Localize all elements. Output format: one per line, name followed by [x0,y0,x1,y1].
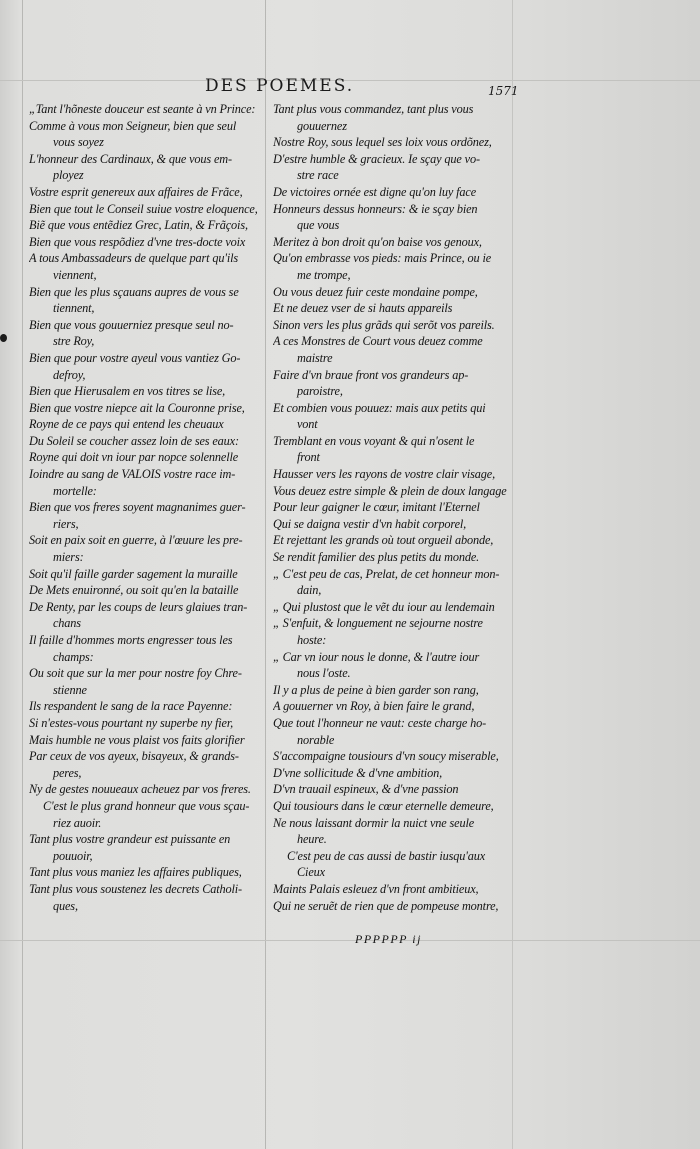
poem-line: Comme à vous mon Seigneur, bien que seul [29,118,237,133]
poem-line: Vous deuez estre simple & plein de doux langage [273,483,507,498]
poem-line: viennent, [53,267,97,282]
poem-line: peres, [53,765,82,780]
page-edge-rule [22,0,23,1149]
poem-line: Bien que Hierusalem en vos titres se lise, [29,384,226,399]
poem-line: stienne [53,682,87,697]
right-text-column [273,101,513,914]
poem-line: A gouuerner vn Roy, à bien faire le grand, [273,699,475,714]
poem-line: Soit qu'il faille garder sagement la muraille [29,566,238,581]
poem-line: chans [53,616,81,631]
poem-line: ques, [53,898,78,913]
poem-line: Bien que les plus sçauans aupres de vous se [29,284,239,299]
poem-line: Hausser vers les rayons de vostre clair visage, [273,467,495,482]
poem-line: Bien que tout le Conseil suiue vostre eloquence, [29,201,258,216]
poem-line: D'vne sollicitude & d'vne ambition, [273,765,443,780]
poem-line: C'est peu de cas aussi de bastir iusqu'aux [287,848,486,863]
poem-line: riez auoir. [53,815,102,830]
poem-line: Qu'on embrasse vos pieds: mais Prince, ou ie [273,251,492,266]
poem-line: maistre [297,350,333,365]
poem-line: Et ne deuez vser de si hauts appareils [273,301,453,316]
poem-line: „ S'enfuit, & longuement ne sejourne nostre [273,616,483,631]
poem-line: Il faille d'hommes morts engresser tous les [29,633,233,647]
poem-line: que vous [297,218,340,233]
poem-line: Maints Palais esleuez d'vn front ambitieux, [273,881,479,896]
poem-line: Ils respandent le sang de la race Payenne: [29,699,233,714]
left-text-column [29,101,265,914]
poem-line: heure. [297,832,327,847]
poem-line: nous l'oste. [297,666,351,681]
poem-line: Et combien vous pouuez: mais aux petits qui [273,400,486,415]
poem-line: Par ceux de vos ayeux, bisayeux, & grands- [29,749,239,764]
poem-line: Royne de ce pays qui entend les cheuaux [29,417,224,432]
poem-line: Bien que pour vostre ayeul vous vantiez Go- [29,350,241,365]
poem-line: champs: [53,649,94,664]
poem-line: Soit en paix soit en guerre, à l'œuure les pre- [29,533,243,548]
poem-line: „Tant l'hõneste douceur est seante à vn Prince: [29,102,256,116]
poem-line: tiennent, [53,301,95,316]
poem-line: C'est le plus grand honneur que vous sçau- [43,798,250,813]
poem-line: Ou soit que sur la mer pour nostre foy Chre- [29,666,242,681]
poem-line: ployez [53,168,84,183]
poem-line: „ Qui plustost que le vẽt du iour au lendemain [273,599,495,614]
poem-line: vous soyez [53,135,104,150]
poem-line: „ C'est peu de cas, Prelat, de cet honneur mon- [273,566,500,581]
poem-line: gouuernez [297,118,347,133]
poem-line: front [297,450,320,465]
poem-line: Se rendit familier des plus petits du monde. [273,550,480,565]
poem-line: Faire d'vn braue front vos grandeurs ap- [273,367,469,382]
poem-line: riers, [53,516,79,531]
poem-line: vont [297,417,318,432]
poem-line: De victoires ornée est digne qu'on luy face [273,184,476,199]
poem-line: S'accompaigne tousiours d'vn soucy miserable, [273,749,499,764]
poem-line: Sinon vers les plus grãds qui serõt vos pareils. [273,317,495,332]
running-header-title: DES POEMES. [205,76,355,96]
poem-line: Du Soleil se coucher assez loin de ses eaux: [29,433,239,448]
poem-line: Meritez à bon droit qu'on baise vos genoux, [273,234,482,249]
poem-line: Bien que vostre niepce ait la Couronne prise, [29,400,245,415]
poem-line: L'honneur des Cardinaux, & que vous em- [29,151,232,166]
poem-line: Il y a plus de peine à bien garder son rang, [273,682,479,697]
poem-line: pouuoir, [53,848,93,863]
signature-mark: PPPPPP ij [355,932,422,946]
margin-hole-mark [0,334,7,342]
poem-line: Bien que vous gouuerniez presque seul no- [29,317,234,332]
poem-line: dain, [297,583,322,598]
poem-line: Que tout l'honneur ne vaut: ceste charge ho- [273,715,487,730]
poem-line: D'estre humble & gracieux. Ie sçay que vo- [273,151,480,166]
poem-line: Nostre Roy, sous lequel ses loix vous ordõnez, [273,135,492,150]
poem-line: Tant plus vous soustenez les decrets Catholi- [29,881,242,896]
poem-line: Qui tousiours dans le cœur eternelle demeure, [273,798,494,813]
poem-line: defroy, [53,367,86,382]
bottom-rule [0,940,700,941]
poem-line: A tous Ambassadeurs de quelque part qu'ils [29,251,239,266]
poem-line: paroistre, [297,384,343,399]
poem-line: A ces Monstres de Court vous deuez comme [273,334,483,349]
poem-line: Tant plus vous commandez, tant plus vous [273,102,474,116]
poem-line: Qui ne seruẽt de rien que de pompeuse montre, [273,898,499,913]
poem-line: „ Car vn iour nous le donne, & l'autre iour [273,649,480,664]
poem-line: Si n'estes-vous pourtant ny superbe ny fier, [29,715,234,730]
page-number: 1571 [488,84,519,98]
poem-line: miers: [53,550,84,565]
column-divider [265,0,266,1149]
poem-line: Mais humble ne vous plaist vos faits glorifier [29,732,245,747]
poem-line: Honneurs dessus honneurs: & ie sçay bien [273,201,478,216]
poem-line: Ny de gestes nouueaux acheuez par vos freres. [29,782,251,797]
poem-line: Bien que vous respõdiez d'vne tres-docte voix [29,234,246,249]
poem-line: De Mets enuironné, ou soit qu'en la bataille [29,583,239,598]
poem-line: Vostre esprit genereux aux affaires de Frãce, [29,184,243,199]
poem-line: De Renty, par les coups de leurs glaiues tran- [29,599,248,614]
poem-line: Qui se daigna vestir d'vn habit corporel, [273,516,467,531]
poem-line: Pour leur gaigner le cœur, imitant l'Eternel [273,500,480,515]
poem-line: mortelle: [53,483,97,498]
poem-line: stre Roy, [53,334,95,349]
poem-line: Tant plus vostre grandeur est puissante en [29,832,231,847]
poem-line: Tant plus vous maniez les affaires publiques, [29,865,242,880]
poem-line: Cieux [297,865,325,880]
poem-line: Ou vous deuez fuir ceste mondaine pompe, [273,284,478,299]
poem-line: norable [297,732,335,747]
poem-line: Bien que vos freres soyent magnanimes guer- [29,500,246,515]
poem-line: hoste: [297,633,327,647]
poem-line: stre race [297,168,339,183]
poem-line: Ioindre au sang de VALOIS vostre race im- [29,467,236,482]
poem-line: Ne nous laissant dormir la nuict vne seule [273,815,475,830]
poem-line: Et rejettant les grands où tout orgueil abonde, [273,533,494,548]
poem-line: D'vn trauail espineux, & d'vne passion [273,782,459,797]
poem-line: Royne qui doit vn iour par nopce solennelle [29,450,239,465]
poem-line: Tremblant en vous voyant & qui n'osent le [273,433,475,448]
poem-line: Biẽ que vous entẽdiez Grec, Latin, & Frãçois, [29,218,248,233]
poem-line: me trompe, [297,267,351,282]
